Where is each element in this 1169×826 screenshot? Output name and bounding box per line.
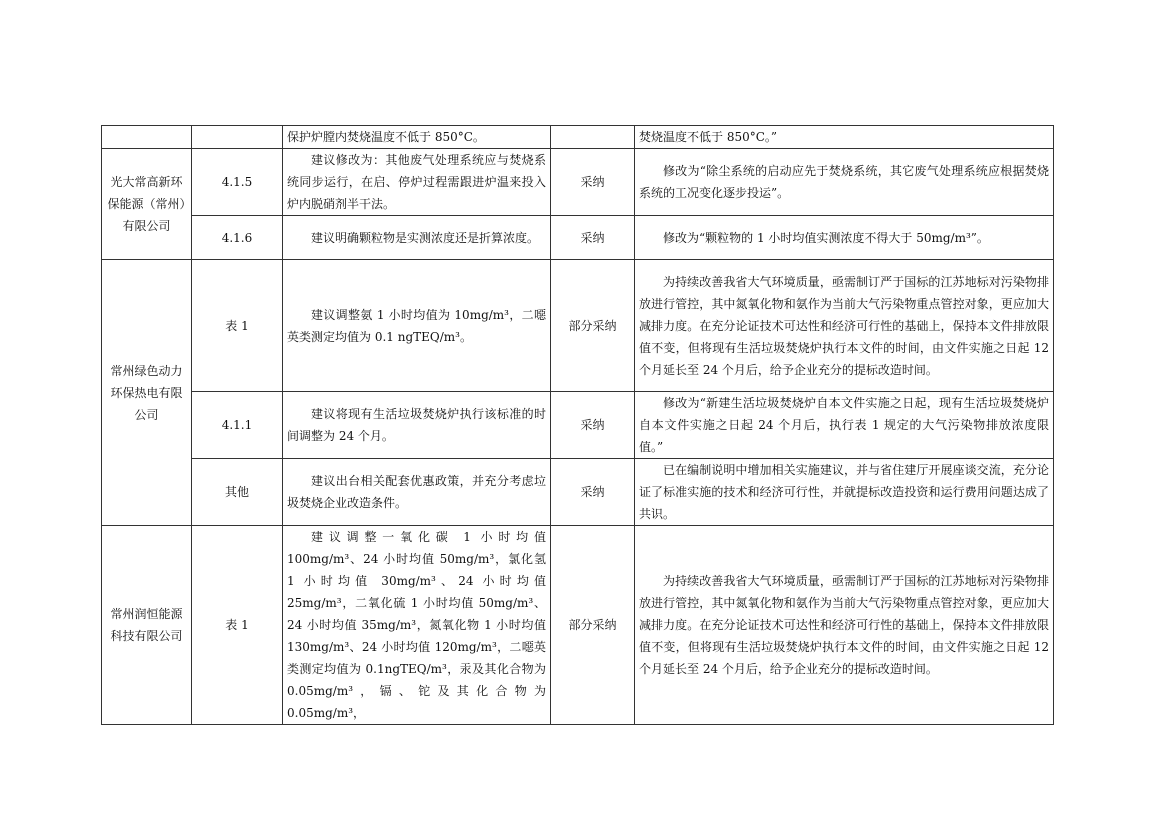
adoption-cell: 部分采纳 bbox=[551, 526, 635, 725]
clause-cell bbox=[192, 126, 283, 149]
response-cell: 修改为“除尘系统的启动应先于焚烧系统，其它废气处理系统应根据焚烧系统的工况变化逐步投运”。 bbox=[635, 149, 1054, 216]
suggestion-cell: 保护炉膛内焚烧温度不低于 850°C。 bbox=[283, 126, 551, 149]
org-cell: 光大常高新环保能源（常州）有限公司 bbox=[102, 149, 192, 260]
suggestion-cell: 建议明确颗粒物是实测浓度还是折算浓度。 bbox=[283, 216, 551, 260]
adoption-cell: 采纳 bbox=[551, 149, 635, 216]
response-cell: 为持续改善我省大气环境质量，亟需制订严于国标的江苏地标对污染物排放进行管控，其中氮氧化物和氨作为当前大气污染物重点管控对象，更应加大减排力度。在充分论证技术可达性和经济可行性的基础上，保持本文件排放限值不变，但将现有生活垃圾焚烧炉执行本文件的时间，由文件实施之日起 12 个月延长至 24 个月后，给予企业充分的提标改造时间。 bbox=[635, 260, 1054, 392]
suggestion-cell: 建议修改为：其他废气处理系统应与焚烧系统同步运行，在启、停炉过程需跟进炉温来投入炉内脱硝剂半干法。 bbox=[283, 149, 551, 216]
table-row bbox=[102, 392, 1054, 459]
adoption-cell: 采纳 bbox=[551, 216, 635, 260]
adoption-cell bbox=[551, 126, 635, 149]
adoption-cell: 部分采纳 bbox=[551, 260, 635, 392]
table-row bbox=[102, 459, 1054, 526]
table-row bbox=[102, 526, 1054, 725]
response-cell: 焚烧温度不低于 850°C。” bbox=[635, 126, 1054, 149]
org-cell: 常州绿色动力环保热电有限公司 bbox=[102, 260, 192, 526]
response-cell: 修改为“颗粒物的 1 小时均值实测浓度不得大于 50mg/m³”。 bbox=[635, 216, 1054, 260]
comment-table bbox=[101, 125, 1054, 725]
clause-cell: 表 1 bbox=[192, 260, 283, 392]
table-row bbox=[102, 260, 1054, 392]
adoption-cell: 采纳 bbox=[551, 459, 635, 526]
table-row bbox=[102, 149, 1054, 216]
clause-cell: 4.1.6 bbox=[192, 216, 283, 260]
clause-cell: 其他 bbox=[192, 459, 283, 526]
suggestion-cell: 建议将现有生活垃圾焚烧炉执行该标准的时间调整为 24 个月。 bbox=[283, 392, 551, 459]
response-cell: 为持续改善我省大气环境质量，亟需制订严于国标的江苏地标对污染物排放进行管控，其中氮氧化物和氨作为当前大气污染物重点管控对象，更应加大减排力度。在充分论证技术可达性和经济可行性的基础上，保持本文件排放限值不变，但将现有生活垃圾焚烧炉执行本文件的时间，由文件实施之日起 12 个月延长至 24 个月后，给予企业充分的提标改造时间。 bbox=[635, 526, 1054, 725]
org-cell: 常州润恒能源科技有限公司 bbox=[102, 526, 192, 725]
response-cell: 修改为“新建生活垃圾焚烧炉自本文件实施之日起，现有生活垃圾焚烧炉自本文件实施之日起 24 个月后，执行表 1 规定的大气污染物排放浓度限值。” bbox=[635, 392, 1054, 459]
suggestion-cell: 建议出台相关配套优惠政策，并充分考虑垃圾焚烧企业改造条件。 bbox=[283, 459, 551, 526]
table-row bbox=[102, 216, 1054, 260]
response-cell: 已在编制说明中增加相关实施建议，并与省住建厅开展座谈交流，充分论证了标准实施的技术和经济可行性，并就提标改造投资和运行费用问题达成了共识。 bbox=[635, 459, 1054, 526]
clause-cell: 4.1.1 bbox=[192, 392, 283, 459]
suggestion-cell: 建议调整一氧化碳 1 小时均值 100mg/m³、24 小时均值 50mg/m³，氯化氢 1 小时均值 30mg/m³、24 小时均值 25mg/m³，二氧化硫 1 小时均值 50mg/m³、24 小时均值 35mg/m³，氮氧化物 1 小时均值 130mg/m³、24 小时均值 120mg/m³，二噁英类测定均值为 0.1ngTEQ/m³，汞及其化合物为 0.05mg/m³，镉、铊及其化合物为 0.05mg/m³， bbox=[283, 526, 551, 725]
clause-cell: 表 1 bbox=[192, 526, 283, 725]
org-cell bbox=[102, 126, 192, 149]
adoption-cell: 采纳 bbox=[551, 392, 635, 459]
suggestion-cell: 建议调整氨 1 小时均值为 10mg/m³，二噁英类测定均值为 0.1 ngTEQ/m³。 bbox=[283, 260, 551, 392]
table-row bbox=[102, 126, 1054, 149]
clause-cell: 4.1.5 bbox=[192, 149, 283, 216]
